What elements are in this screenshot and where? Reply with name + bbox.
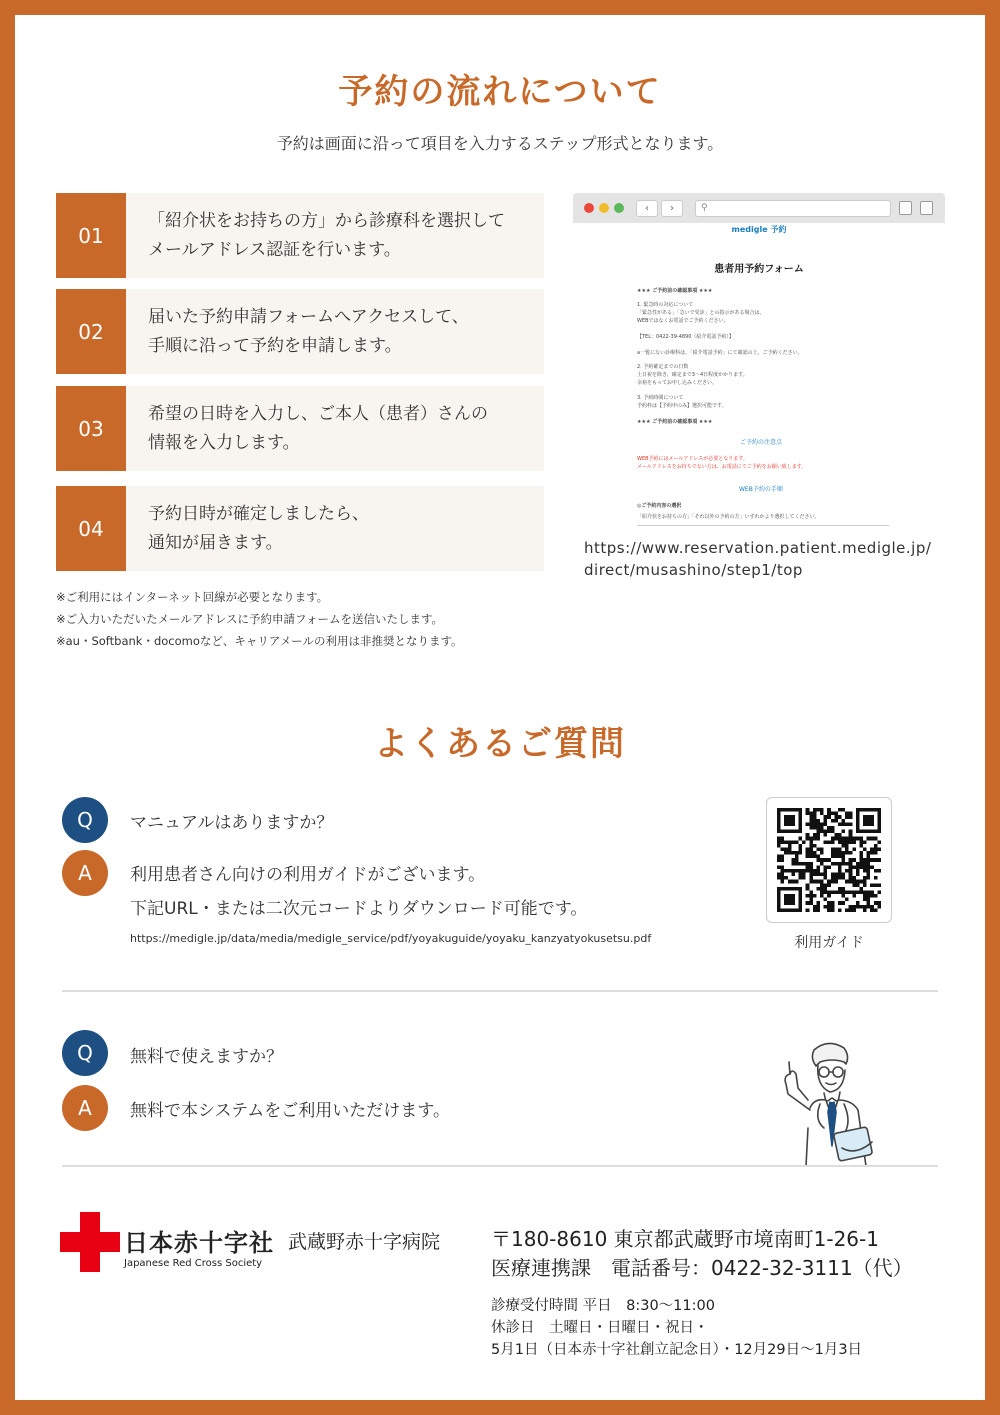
form-line: a一覧にない診療科は、「紹介電話予約」にて確認の上、ご予約ください。 [637, 350, 803, 356]
red-cross-logo-icon [60, 1212, 120, 1272]
back-icon: ‹ [636, 200, 658, 217]
step-text [148, 400, 538, 458]
closed-days-1: 休診日 土曜日・日曜日・祝日・ [491, 1320, 709, 1336]
step-text [148, 207, 538, 265]
form-line: WEB予約にはメールアドレスが必要となります。 [637, 456, 748, 462]
step-line: メールアドレス認証を行います。 [148, 240, 401, 260]
form-line: 「紹介状をお持ちの方」「それ以外の予約の方」いずれかより選択してください。 [637, 514, 820, 520]
step-line: 情報を入力します。 [148, 433, 300, 453]
step-text [148, 303, 538, 361]
maximize-dot-icon [614, 203, 624, 213]
doctor-illustration [770, 1038, 885, 1168]
step-text [148, 500, 538, 558]
qr-label: 利用ガイド [794, 935, 864, 951]
url-line: https://www.reservation.patient.medigle.jp/ [584, 539, 932, 557]
jrc-name: 日本赤十字社 [124, 1229, 274, 1257]
step-line: 通知が届きます。 [148, 533, 283, 553]
step-line: 希望の日時を入力し、ご本人（患者）さんの [148, 404, 488, 424]
step-number: 02 [56, 289, 126, 374]
step-line: 届いた予約申請フォームへアクセスして、 [148, 307, 469, 327]
faq-title: よくあるご質問 [374, 724, 626, 764]
form-line: WEBではなくお電話でご予約ください。 [637, 318, 729, 324]
question-icon: Q [62, 797, 108, 843]
step-number: 01 [56, 193, 126, 278]
guide-url[interactable]: https://medigle.jp/data/media/medigle_service/pdf/yoyakuguide/yoyaku_kanzyatyokusetsu.pdf [130, 932, 652, 945]
divider [637, 525, 889, 526]
form-line: 【TEL：0422-39-4890（紹介電話予約）】 [637, 334, 734, 340]
form-line: 予約枠は【予約申のみ】選択可能です。 [637, 403, 727, 409]
jrc-english-name: Japanese Red Cross Society [124, 1258, 263, 1269]
step-01 [56, 193, 544, 278]
form-line: 「緊急性がある」「急いで受診」との指示がある場合は、 [637, 310, 765, 316]
answer-1-line2: 下記URL・または二次元コードよりダウンロード可能です。 [130, 899, 588, 919]
qr-code [766, 797, 892, 923]
address-bar [695, 200, 891, 217]
tabs-icon [920, 201, 933, 215]
question-1: マニュアルはありますか？ [130, 813, 334, 833]
step-02 [56, 289, 544, 374]
form-line: 土日祝を除き、確定まで3～4日程度かかります。 [637, 372, 748, 378]
address: 〒180-8610 東京都武蔵野市境南町1-26-1 [491, 1227, 879, 1251]
hospital-name: 武蔵野赤十字病院 [288, 1231, 441, 1253]
close-dot-icon [584, 203, 594, 213]
flow-intro: 予約は画面に沿って項目を入力するステップ形式となります。 [276, 134, 724, 153]
form-line: 2. 予約確定までの日数 [637, 364, 689, 370]
note: ※ご入力いただいたメールアドレスに予約申請フォームを送信いたします。 [56, 612, 444, 626]
note: ※au・Softbank・docomoなど、キャリアメールの利用は非推奨となります。 [56, 634, 463, 648]
divider [62, 1165, 938, 1167]
question-icon: Q [62, 1030, 108, 1076]
browser-screenshot [573, 193, 945, 528]
question-2: 無料で使えますか？ [130, 1047, 283, 1067]
form-title: 患者用予約フォーム [714, 264, 804, 275]
share-icon [899, 201, 912, 215]
step-number: 03 [56, 386, 126, 471]
step-number: 04 [56, 486, 126, 571]
form-line: 1. 緊急時の対応について [637, 302, 694, 308]
forward-icon: › [661, 200, 683, 217]
form-line: ★★★ ご予約前の確認事項 ★★★ [637, 288, 713, 294]
phone: 医療連携課 電話番号：0422-32-3111（代） [491, 1256, 913, 1280]
reception-hours: 診療受付時間 平日 8:30〜11:00 [491, 1298, 715, 1314]
step-line: 手順に沿って予約を申請します。 [148, 336, 402, 356]
minimize-dot-icon [599, 203, 609, 213]
divider [62, 990, 938, 992]
medigle-logo: medigle 予約 [731, 225, 787, 234]
form-line: ◎ご予約内容の選択 [637, 503, 682, 509]
search-icon: ⚲ [701, 203, 708, 213]
form-heading: WEB予約の手順 [739, 486, 783, 493]
note: ※ご利用にはインターネット回線が必要となります。 [56, 590, 329, 604]
form-heading: ご予約の注意点 [740, 439, 783, 446]
step-line: 予約日時が確定しましたら、 [148, 504, 369, 524]
flow-notes [56, 586, 463, 652]
browser-toolbar [573, 193, 945, 223]
answer-icon: A [62, 1085, 108, 1131]
form-line: 3. 予約時間について [637, 395, 684, 401]
answer-2: 無料で本システムをご利用いただけます。 [130, 1101, 450, 1121]
closed-days-2: 5月1日（日本赤十字社創立記念日）・12月29日〜1月3日 [491, 1342, 863, 1358]
form-line: 余裕をもってお申し込みください。 [637, 380, 718, 386]
reservation-url[interactable] [584, 537, 931, 581]
answer-icon: A [62, 850, 108, 896]
answer-1-line1: 利用患者さん向けの利用ガイドがございます。 [130, 865, 486, 885]
step-04 [56, 486, 544, 571]
form-line: ★★★ ご予約前の確認事項 ★★★ [637, 419, 713, 425]
form-line: メールアドレスをお持ちでない方は、お電話にてご予約をお願い致します。 [637, 464, 807, 470]
step-03 [56, 386, 544, 471]
url-line: direct/musashino/step1/top [584, 561, 803, 579]
step-line: 「紹介状をお持ちの方」から診療科を選択して [148, 211, 505, 231]
flow-title: 予約の流れについて [338, 72, 662, 112]
